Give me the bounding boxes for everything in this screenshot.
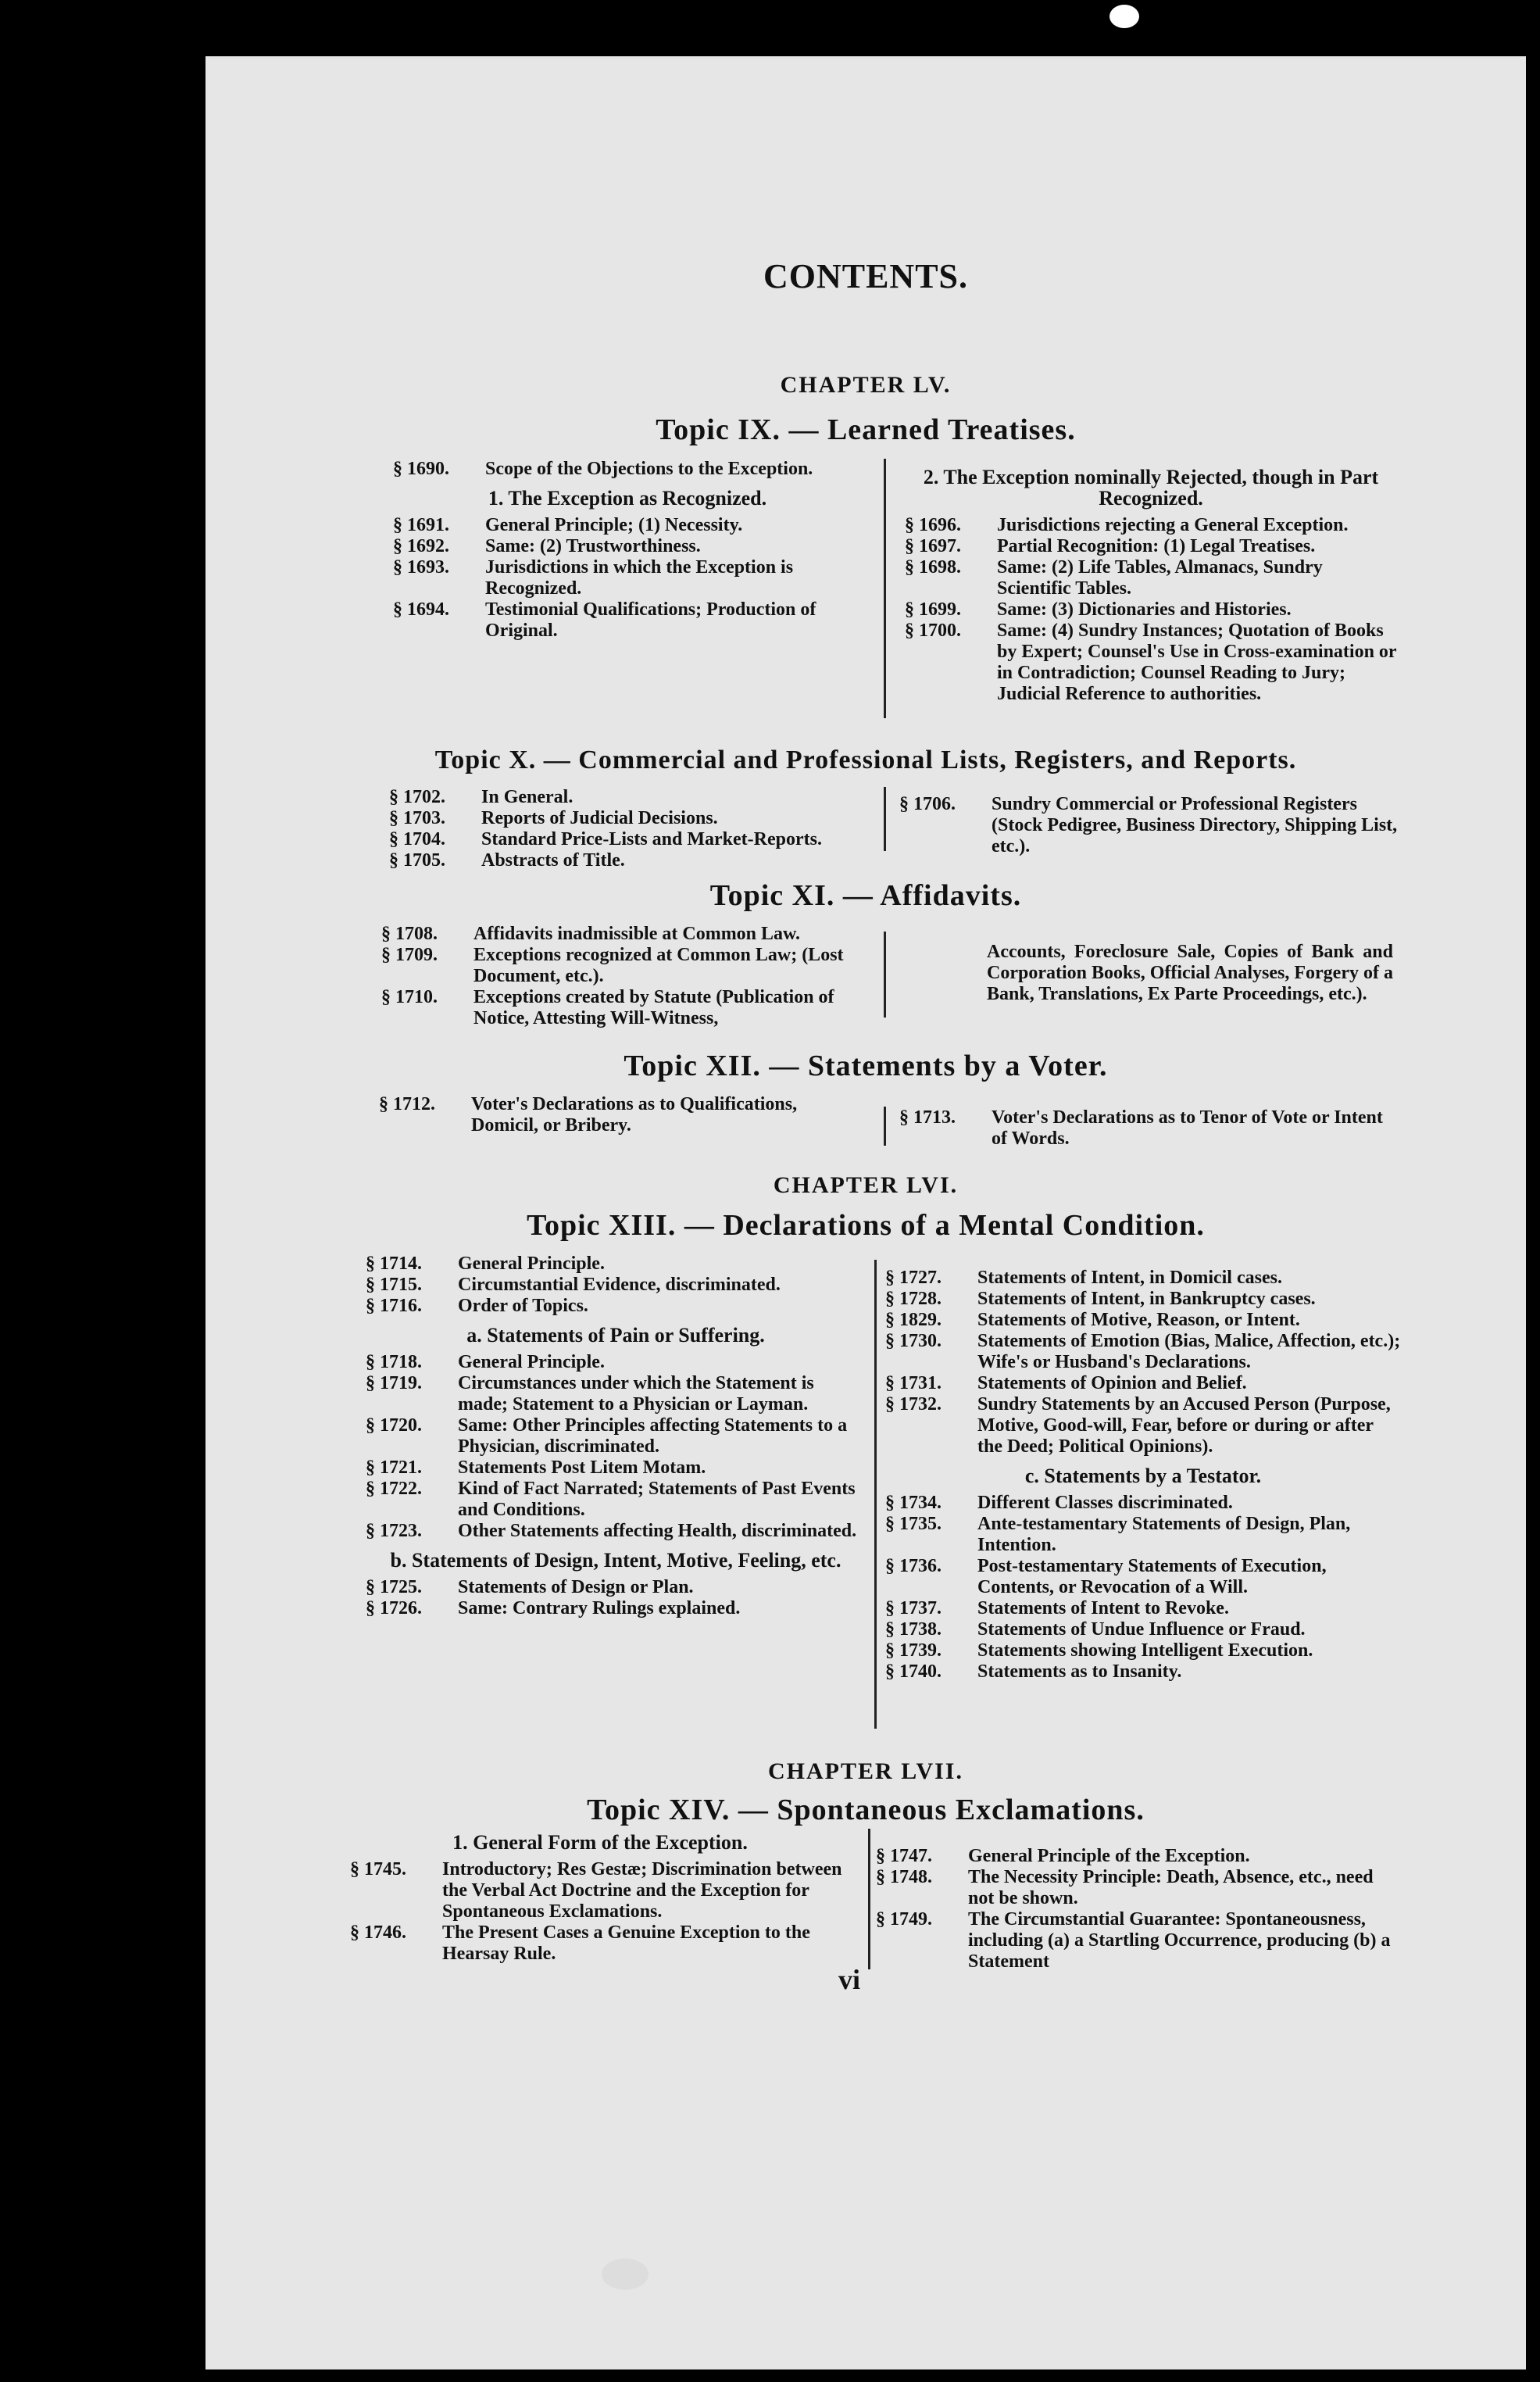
section-title: Standard Price-Lists and Market-Reports. [481, 829, 822, 849]
section-number: § 1708. [381, 924, 438, 944]
section-number: § 1731. [885, 1373, 942, 1393]
chapter-lvi-heading: CHAPTER LVI. [773, 1172, 959, 1198]
toc-entry [885, 1493, 1401, 1514]
topic-x-heading: Topic X. — Commercial and Professional Lists, Registers, and Reports. [434, 746, 1297, 774]
page-number: vi [838, 1964, 861, 1995]
topic-xii-heading: Topic XII. — Statements by a Voter. [624, 1050, 1108, 1082]
section-title: Statements of Emotion (Bias, Malice, Affection, etc.); Wife's or Husband's Declarations. [977, 1331, 1401, 1372]
section-title: Same: (2) Trustworthiness. [485, 536, 701, 556]
section-title: Jurisdictions rejecting a General Exception. [997, 515, 1349, 535]
section-title: Sundry Commercial or Professional Registers (Stock Pedigree, Business Directory, Shipping List, etc.). [992, 794, 1398, 857]
section-number: § 1714. [366, 1254, 422, 1274]
section-title: Statements of Intent, in Bankruptcy cases. [977, 1289, 1316, 1309]
toc-entry [885, 1373, 1401, 1394]
section-title: Statements of Intent to Revoke. [977, 1598, 1229, 1618]
section-number: § 1737. [885, 1598, 942, 1618]
contents-title: CONTENTS. [763, 257, 969, 295]
toc-entry [393, 599, 862, 642]
section-number: § 1727. [885, 1268, 942, 1288]
section-number: § 1698. [905, 557, 961, 578]
section-number: § 1691. [393, 515, 449, 535]
column-divider [884, 932, 886, 1018]
section-number: § 1740. [885, 1661, 942, 1682]
toc-entry [905, 599, 1397, 621]
toc-entry [350, 1859, 850, 1922]
section-number: § 1725. [366, 1577, 422, 1597]
toc-entry [366, 1296, 866, 1317]
toc-entry [366, 1598, 866, 1619]
section-number: § 1702. [389, 787, 445, 807]
toc-entry [885, 1289, 1401, 1310]
toc-entry [905, 621, 1397, 705]
toc-entry [366, 1275, 866, 1296]
section-title: Order of Topics. [458, 1296, 588, 1316]
toc-entry [885, 1598, 1401, 1619]
section-number: § 1829. [885, 1310, 942, 1330]
subsection-heading: 1. General Form of the Exception. [452, 1831, 748, 1854]
subsection-heading: c. Statements by a Testator. [1024, 1465, 1262, 1487]
topic-x-right-column [899, 794, 1399, 857]
toc-entry [366, 1415, 866, 1457]
section-title: Statements Post Litem Motam. [458, 1457, 706, 1478]
topic-ix-heading: Topic IX. — Learned Treatises. [656, 413, 1076, 446]
toc-entry [885, 1514, 1401, 1556]
toc-entry [366, 1577, 866, 1598]
document-page [205, 56, 1526, 2369]
topic-ix-right-column [905, 459, 1397, 705]
topic-xiii-left-column [366, 1254, 866, 1619]
topic-xiii-right-column [885, 1268, 1401, 1683]
column-divider [874, 1260, 877, 1729]
toc-entry [899, 1107, 1399, 1150]
toc-entry [389, 787, 874, 808]
toc-entry [885, 1268, 1401, 1289]
section-number: § 1747. [876, 1846, 932, 1866]
toc-entry [381, 924, 866, 945]
toc-entry [885, 1619, 1401, 1640]
toc-entry [381, 945, 866, 987]
section-title: Exceptions created by Statute (Publication of Notice, Attesting Will-Witness, [473, 987, 834, 1028]
section-title: Same: Other Principles affecting Statements to a Physician, discriminated. [458, 1415, 848, 1457]
section-number: § 1690. [393, 459, 449, 479]
topic-xiv-left-column [350, 1824, 850, 1965]
chapter-lvii-heading: CHAPTER LVII. [768, 1758, 963, 1784]
toc-entry [885, 1661, 1401, 1683]
topic-x-left-column [389, 787, 874, 871]
toc-entry [379, 1094, 863, 1136]
section-title: Post-testamentary Statements of Execution, Contents, or Revocation of a Will. [977, 1556, 1327, 1597]
section-number: § 1700. [905, 621, 961, 641]
toc-entry [905, 536, 1397, 557]
section-number: § 1704. [389, 829, 445, 849]
section-number: § 1709. [381, 945, 438, 965]
section-title: Statements of Intent, in Domicil cases. [977, 1268, 1282, 1288]
toc-entry [393, 536, 862, 557]
section-title: Same: (2) Life Tables, Almanacs, Sundry Scientific Tables. [997, 557, 1323, 599]
toc-entry [389, 829, 874, 850]
topic-xi-right-continuation: Accounts, Foreclosure Sale, Copies of Bank and Corporation Books, Official Analyses, Forgery of a Bank, Translations, Ex Parte Proceedings, etc.). [987, 942, 1393, 1004]
section-title: Circumstances under which the Statement is made; Statement to a Physician or Layman. [458, 1373, 814, 1415]
section-number: § 1703. [389, 808, 445, 828]
section-title: Circumstantial Evidence, discriminated. [458, 1275, 781, 1295]
section-number: § 1739. [885, 1640, 942, 1661]
toc-entry [393, 515, 862, 536]
section-title: Statements of Undue Influence or Fraud. [977, 1619, 1306, 1640]
section-title: Scope of the Objections to the Exception. [485, 459, 813, 479]
section-number: § 1715. [366, 1275, 422, 1295]
toc-entry [366, 1254, 866, 1275]
section-title: The Necessity Principle: Death, Absence, etc., need not be shown. [968, 1867, 1374, 1908]
section-number: § 1734. [885, 1493, 942, 1513]
subsection-heading: 2. The Exception nominally Rejected, though in Part Recognized. [923, 466, 1379, 510]
section-number: § 1705. [389, 850, 445, 871]
section-title: The Circumstantial Guarantee: Spontaneousness, including (a) a Startling Occurrence, producing (b) a Statement [968, 1909, 1391, 1972]
chapter-lv-heading: CHAPTER LV. [780, 372, 952, 398]
toc-entry [885, 1394, 1401, 1457]
toc-entry [885, 1640, 1401, 1661]
section-number: § 1732. [885, 1394, 942, 1415]
section-title: Voter's Declarations as to Qualifications, Domicil, or Bribery. [471, 1094, 798, 1136]
toc-entry [366, 1373, 866, 1415]
toc-entry [876, 1867, 1392, 1909]
subsection-heading: 1. The Exception as Recognized. [488, 487, 767, 510]
section-number: § 1723. [366, 1521, 422, 1541]
toc-entry [876, 1846, 1392, 1867]
section-title: Statements showing Intelligent Execution. [977, 1640, 1313, 1661]
section-number: § 1696. [905, 515, 961, 535]
section-number: § 1716. [366, 1296, 422, 1316]
toc-entry [393, 459, 862, 480]
section-number: § 1719. [366, 1373, 422, 1393]
section-number: § 1713. [899, 1107, 956, 1128]
section-title: Testimonial Qualifications; Production of Original. [485, 599, 816, 641]
section-title: Statements of Opinion and Belief. [977, 1373, 1247, 1393]
column-divider [868, 1829, 870, 1969]
section-title: Kind of Fact Narrated; Statements of Past Events and Conditions. [458, 1479, 856, 1520]
section-title: Sundry Statements by an Accused Person (Purpose, Motive, Good-will, Fear, before or during or after the Deed; Political Opinions). [977, 1394, 1391, 1457]
toc-entry [899, 794, 1399, 857]
toc-entry [876, 1909, 1392, 1972]
toc-entry [366, 1457, 866, 1479]
toc-entry [366, 1352, 866, 1373]
topic-xiv-right-column [876, 1846, 1392, 1972]
section-number: § 1692. [393, 536, 449, 556]
toc-entry [905, 515, 1397, 536]
section-title: Introductory; Res Gestæ; Discrimination between the Verbal Act Doctrine and the Exception for Spontaneous Exclamations. [442, 1859, 842, 1922]
section-title: Statements of Motive, Reason, or Intent. [977, 1310, 1300, 1330]
toc-entry [350, 1922, 850, 1965]
section-number: § 1730. [885, 1331, 942, 1351]
toc-entry [393, 557, 862, 599]
section-title: Affidavits inadmissible at Common Law. [473, 924, 801, 944]
section-title: Different Classes discriminated. [977, 1493, 1233, 1513]
section-title: Jurisdictions in which the Exception is Recognized. [485, 557, 794, 599]
section-title: Same: (4) Sundry Instances; Quotation of Books by Expert; Counsel's Use in Cross-examination or in Contradiction; Counsel Reading to Jury; Judicial Reference to authorities. [997, 621, 1397, 704]
section-title: Same: Contrary Rulings explained. [458, 1598, 741, 1618]
section-number: § 1720. [366, 1415, 422, 1436]
section-number: § 1726. [366, 1598, 422, 1618]
section-title: Exceptions recognized at Common Law; (Lost Document, etc.). [473, 945, 844, 986]
section-number: § 1694. [393, 599, 449, 620]
section-title: General Principle; (1) Necessity. [485, 515, 743, 535]
toc-entry [885, 1556, 1401, 1598]
toc-entry [885, 1310, 1401, 1331]
subsection-heading: b. Statements of Design, Intent, Motive, Feeling, etc. [390, 1549, 841, 1572]
topic-ix-left-column [393, 459, 862, 642]
section-number: § 1712. [379, 1094, 435, 1114]
section-title: Reports of Judicial Decisions. [481, 808, 718, 828]
section-number: § 1735. [885, 1514, 942, 1534]
section-number: § 1697. [905, 536, 961, 556]
column-divider [884, 1107, 886, 1146]
toc-entry [366, 1521, 866, 1542]
toc-entry [381, 987, 866, 1029]
scan-speck [1109, 5, 1139, 28]
section-number: § 1721. [366, 1457, 422, 1478]
section-number: § 1745. [350, 1859, 406, 1879]
section-title: Statements of Design or Plan. [458, 1577, 694, 1597]
section-number: § 1693. [393, 557, 449, 578]
toc-entry [389, 808, 874, 829]
section-number: § 1718. [366, 1352, 422, 1372]
topic-xi-left-column [381, 924, 866, 1029]
section-title: General Principle. [458, 1254, 605, 1274]
topic-xii-left-column [379, 1094, 863, 1136]
section-title: General Principle of the Exception. [968, 1846, 1250, 1866]
toc-entry [366, 1479, 866, 1521]
section-number: § 1722. [366, 1479, 422, 1499]
section-title: Partial Recognition: (1) Legal Treatises. [997, 536, 1316, 556]
section-title: General Principle. [458, 1352, 605, 1372]
scan-speck [602, 2259, 649, 2290]
toc-entry [905, 557, 1397, 599]
section-number: § 1699. [905, 599, 961, 620]
topic-xiv-heading: Topic XIV. — Spontaneous Exclamations. [587, 1794, 1145, 1826]
section-number: § 1728. [885, 1289, 942, 1309]
section-number: § 1710. [381, 987, 438, 1007]
section-number: § 1746. [350, 1922, 406, 1943]
topic-xi-heading: Topic XI. — Affidavits. [709, 879, 1022, 912]
topic-xiii-heading: Topic XIII. — Declarations of a Mental Condition. [527, 1209, 1205, 1242]
toc-entry [389, 850, 874, 871]
section-title: Abstracts of Title. [481, 850, 625, 871]
column-divider [884, 787, 886, 851]
topic-xii-right-column [899, 1107, 1399, 1150]
section-number: § 1748. [876, 1867, 932, 1887]
section-title: Voter's Declarations as to Tenor of Vote or Intent of Words. [992, 1107, 1383, 1149]
section-number: § 1736. [885, 1556, 942, 1576]
section-title: Statements as to Insanity. [977, 1661, 1182, 1682]
section-title: Ante-testamentary Statements of Design, Plan, Intention. [977, 1514, 1351, 1555]
toc-entry [885, 1331, 1401, 1373]
section-title: Other Statements affecting Health, discriminated. [458, 1521, 857, 1541]
section-title: In General. [481, 787, 573, 807]
subsection-heading: a. Statements of Pain or Suffering. [466, 1324, 765, 1347]
column-divider [884, 459, 886, 718]
section-number: § 1749. [876, 1909, 932, 1930]
section-number: § 1706. [899, 794, 956, 814]
section-number: § 1738. [885, 1619, 942, 1640]
section-title: Same: (3) Dictionaries and Histories. [997, 599, 1292, 620]
section-title: The Present Cases a Genuine Exception to the Hearsay Rule. [442, 1922, 810, 1964]
